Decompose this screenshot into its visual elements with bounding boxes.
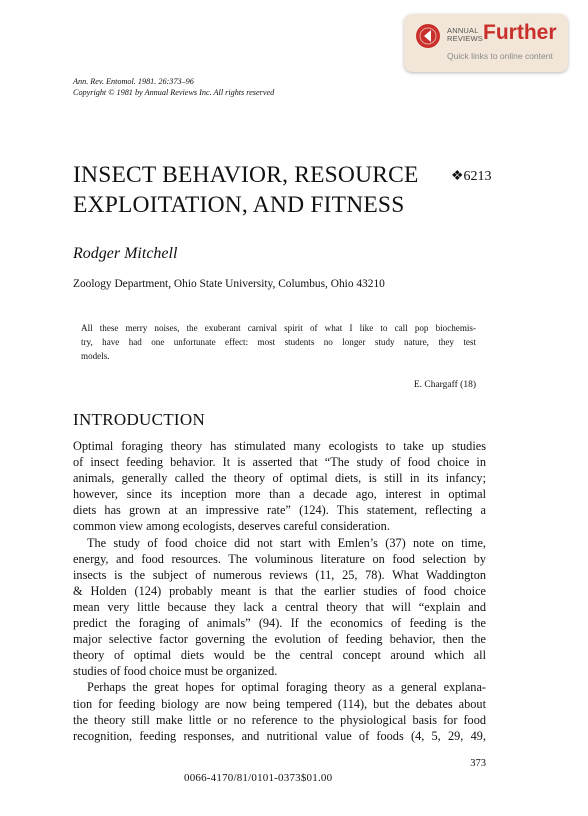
article-title-line: EXPLOITATION, AND FITNESS: [73, 192, 405, 218]
badge-reviews: REVIEWS: [447, 34, 483, 43]
article-title-line: INSECT BEHAVIOR, RESOURCE: [73, 162, 419, 188]
journal-citation: Ann. Rev. Entomol. 1981. 26:373–96: [73, 77, 194, 86]
author-affiliation: Zoology Department, Ohio State University, Columbus, Ohio 43210: [73, 278, 385, 290]
body-line: the theory still make little or no reference to the physiological basis for food: [73, 712, 486, 727]
epigraph-attribution: E. Chargaff (18): [413, 380, 476, 390]
body-line: tion for feeding biology are now being tempered (114), but the debates about: [73, 696, 486, 711]
section-heading: INTRODUCTION: [73, 410, 206, 429]
body-line: however, since its inception more than a decade ago, interest in optimal: [73, 487, 486, 502]
body-line: Optimal foraging theory has stimulated many ecologists to take up studies: [73, 439, 486, 453]
page-number: 373: [470, 758, 486, 769]
badge-further-link[interactable]: Further: [483, 21, 557, 44]
body-line: animals, generally called the theory of optimal diets, is still in its infancy;: [73, 471, 486, 486]
body-line: The study of food choice did not start with Emlen’s (37) note on time,: [87, 535, 486, 550]
body-line: major selective factor governing the evolution of feeding behavior, then the: [73, 632, 486, 647]
body-line: energy, and food resources. The voluminous literature on food selection by: [73, 551, 486, 566]
badge-annual: ANNUAL: [447, 26, 479, 35]
annual-reviews-logo-icon: [416, 24, 440, 48]
body-line: recognition, feeding responses, and nutritional value of foods (4, 5, 29, 49,: [73, 728, 486, 743]
body-line: insects is the subject of numerous reviews (11, 25, 78). What Waddington: [73, 567, 486, 582]
journal-citation-block: [73, 76, 274, 98]
body-line: mean very little because they lack a central theory that will “explain and: [73, 599, 486, 614]
body-text: [73, 438, 486, 744]
body-line: theory of optimal diets would be the central concept around which all: [73, 648, 486, 663]
badge-annual-reviews-text: [447, 27, 483, 43]
body-line: common view among ecologists, deserves careful consideration.: [73, 519, 390, 534]
further-badge[interactable]: [404, 14, 568, 72]
article-code: 0066-4170/81/0101-0373$01.00: [184, 772, 333, 784]
author-name: Rodger Mitchell: [73, 245, 178, 262]
article-id: ❖6213: [451, 169, 492, 184]
article-title: [73, 160, 453, 220]
body-line: diets has grown at an impressive rate” (124). This statement, reflecting a: [73, 503, 486, 518]
body-line: Perhaps the great hopes for optimal foraging theory as a general explana-: [87, 680, 486, 695]
body-line: studies of food choice must be organized.: [73, 664, 278, 679]
badge-subtitle: Quick links to online content: [447, 51, 553, 61]
body-line: & Holden (124) probably meant is that the earlier studies of food choice: [73, 583, 486, 598]
body-line: predict the foraging of animals” (94). If the economics of feeding is the: [73, 616, 486, 631]
epigraph-line: try, have had one unfortunate effect: most students no longer study nature, they test: [81, 337, 476, 347]
epigraph-line: All these merry noises, the exuberant carnival spirit of what I like to call pop biochemis-: [81, 323, 476, 333]
body-line: of insect feeding behavior. It is asserted that “The study of food choice in: [73, 455, 486, 470]
epigraph-line: models.: [81, 351, 110, 361]
epigraph-quote: [81, 321, 476, 363]
copyright-notice: Copyright © 1981 by Annual Reviews Inc. All rights reserved: [73, 88, 275, 97]
